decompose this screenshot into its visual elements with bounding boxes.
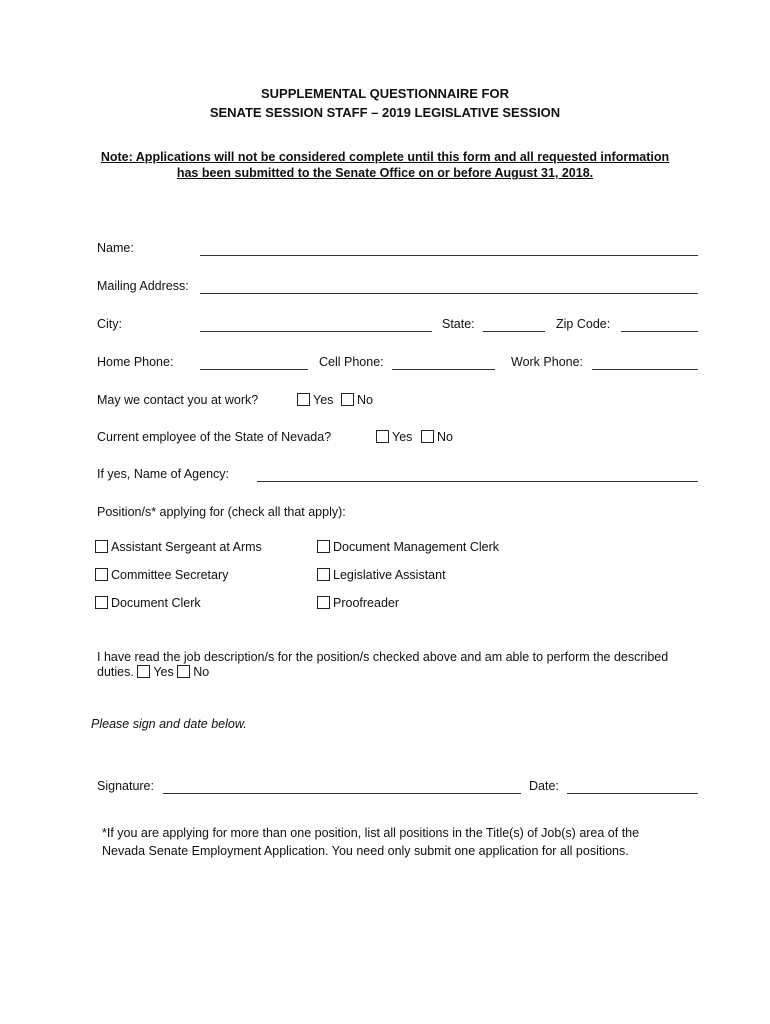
agency-field[interactable]	[257, 481, 698, 482]
checkbox-icon[interactable]	[376, 430, 389, 443]
home-phone-field[interactable]	[200, 369, 308, 370]
signature-field[interactable]	[163, 793, 521, 794]
current-employee-label: Current employee of the State of Nevada?	[97, 430, 332, 444]
contact-at-work-yes[interactable]: Yes	[297, 393, 333, 407]
current-employee-yes[interactable]: Yes	[376, 430, 412, 444]
date-field[interactable]	[567, 793, 698, 794]
city-field[interactable]	[200, 331, 432, 332]
zip-code-label: Zip Code:	[556, 317, 611, 331]
state-field[interactable]	[483, 331, 545, 332]
home-phone-label: Home Phone:	[97, 355, 174, 369]
checkbox-icon[interactable]	[317, 596, 330, 609]
checkbox-icon[interactable]	[95, 596, 108, 609]
cell-phone-field[interactable]	[392, 369, 495, 370]
checkbox-icon[interactable]	[137, 665, 150, 678]
checkbox-icon[interactable]	[317, 568, 330, 581]
cell-phone-label: Cell Phone:	[319, 355, 384, 369]
position-option[interactable]: Legislative Assistant	[317, 568, 446, 582]
checkbox-icon[interactable]	[317, 540, 330, 553]
agency-label: If yes, Name of Agency:	[97, 467, 230, 481]
checkbox-icon[interactable]	[297, 393, 310, 406]
current-employee-no[interactable]: No	[421, 430, 453, 444]
checkbox-icon[interactable]	[95, 568, 108, 581]
position-option[interactable]: Document Management Clerk	[317, 540, 499, 554]
contact-at-work-label: May we contact you at work?	[97, 393, 259, 407]
position-option[interactable]: Committee Secretary	[95, 568, 228, 582]
mailing-address-label: Mailing Address:	[97, 279, 189, 293]
checkbox-icon[interactable]	[177, 665, 190, 678]
work-phone-label: Work Phone:	[511, 355, 584, 369]
name-label: Name:	[97, 241, 134, 255]
position-option[interactable]: Document Clerk	[95, 596, 201, 610]
attestation-no[interactable]: No	[177, 665, 209, 679]
attestation-line2: duties. Yes No	[97, 665, 210, 679]
signature-label: Signature:	[97, 779, 154, 793]
attestation-line1: I have read the job description/s for the position/s checked above and am able to perform the described	[97, 650, 669, 664]
form-title-line2: SENATE SESSION STAFF – 2019 LEGISLATIVE SESSION	[209, 105, 561, 120]
submission-note-line2: has been submitted to the Senate Office on or before August 31, 2018.	[176, 166, 594, 180]
checkbox-icon[interactable]	[421, 430, 434, 443]
mailing-address-field[interactable]	[200, 293, 698, 294]
positions-prompt: Position/s* applying for (check all that apply):	[97, 505, 346, 519]
footnote-line2: Nevada Senate Employment Application. You need only submit one application for all positions.	[102, 844, 629, 858]
city-label: City:	[97, 317, 122, 331]
name-field[interactable]	[200, 255, 698, 256]
zip-code-field[interactable]	[621, 331, 698, 332]
state-label: State:	[442, 317, 475, 331]
checkbox-icon[interactable]	[341, 393, 354, 406]
form-title-line1: SUPPLEMENTAL QUESTIONNAIRE FOR	[261, 86, 509, 101]
work-phone-field[interactable]	[592, 369, 698, 370]
attestation-yes[interactable]: Yes	[137, 665, 173, 679]
sign-instruction: Please sign and date below.	[91, 717, 247, 731]
submission-note-line1: Note: Applications will not be considered complete until this form and all requested information	[100, 150, 670, 164]
position-option[interactable]: Proofreader	[317, 596, 399, 610]
footnote-line1: *If you are applying for more than one position, list all positions in the Title(s) of Job(s) area of the	[102, 826, 640, 840]
date-label: Date:	[529, 779, 559, 793]
checkbox-icon[interactable]	[95, 540, 108, 553]
position-option[interactable]: Assistant Sergeant at Arms	[95, 540, 262, 554]
contact-at-work-no[interactable]: No	[341, 393, 373, 407]
